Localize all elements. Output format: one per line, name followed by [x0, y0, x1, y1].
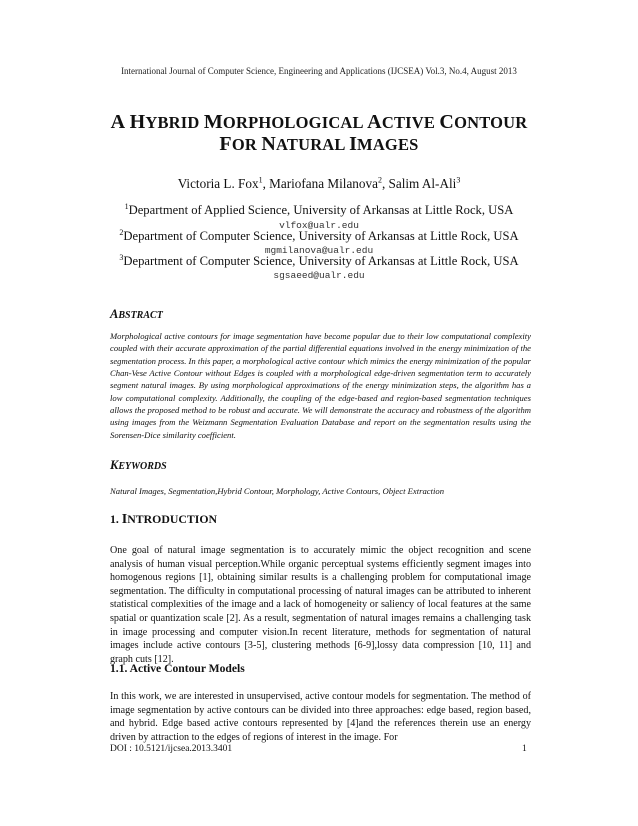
affiliation-2: $^2$Department of Computer Science, University of Arkansas at Little Rock, USA: [119, 227, 519, 243]
author-affiliation-marker: 2: [377, 175, 382, 185]
abstract-heading: ABSTRACT: [110, 307, 163, 321]
keywords-text: Natural Images, Segmentation,Hybrid Contour, Morphology, Active Contours, Object Extraction: [110, 486, 445, 496]
abstract-text: Morphological active contours for image segmentation have become popular due to their low computational complexity coupled with their accurate approximation of the partial differential equations involved in the energy minimization of the segmentation process. In this paper, a morphological active contour which mimics the energy minimization of the popular Chan-Vese Active Contour without Edges is coupled with a morphological edge-driven segmentation term to accurately segment natural images. By using morphological approximations of the energy minimization steps, the algorithm has a low computational complexity. Additionally, the coupling of the edge-based and region-based segmentation techniques allows the proposed method to be robust and accurate. We will demonstrate the accuracy and robustness of the algorithm using images from the Weizmann Segmentation Evaluation Database and report on the segmentation results using the Sorensen-Dice similarity coefficient.: [110, 331, 531, 440]
author-list: Victoria L. Fox$^1$, Mariofana Milanova$^2$, Salim Al-Ali$^3$: [177, 175, 461, 191]
email-3[interactable]: sgsaeed@ualr.edu: [273, 270, 365, 281]
title-line-1: [0, 111, 638, 134]
title-word: IMAGES: [349, 133, 419, 155]
email-2[interactable]: mgmilanova@ualr.edu: [264, 245, 374, 256]
introduction-heading: 1. INTRODUCTION: [110, 512, 218, 527]
author-affiliation-marker: 3: [456, 175, 461, 185]
email-1[interactable]: vlfox@ualr.edu: [279, 220, 359, 231]
doi-footer[interactable]: DOI : 10.5121/ijcsea.2013.3401: [110, 744, 233, 754]
title-word: HYBRID: [129, 111, 204, 133]
title-word: ACTIVE: [367, 111, 440, 133]
page-number: 1: [522, 744, 527, 754]
author-name: Victoria L. Fox: [177, 176, 259, 191]
subsection-text: In this work, we are interested in unsupervised, active contour models for segmentation. The method of image segmentation by active contours can be divided into three approaches: edge based, region based, and hybrid. Edge based active contours represented by [4]and the references therein use an energy driven by attraction to the edges of regions of interest in the image. For: [110, 691, 531, 743]
keywords-heading: KEYWORDS: [110, 458, 167, 472]
author-name: Mariofana Milanova: [269, 176, 378, 191]
title-word: A: [110, 111, 126, 133]
author-affiliation-marker: 1: [258, 175, 263, 185]
title-word: MORPHOLOGICAL: [203, 111, 368, 133]
affiliation-1: $^1$Department of Applied Science, University of Arkansas at Little Rock, USA: [124, 201, 514, 217]
author-name: Salim Al-Ali: [388, 176, 457, 191]
introduction-text: One goal of natural image segmentation is to accurately mimic the object recognition and scene analysis of human visual perception.While organic perceptual systems efficiently segment images into homogenous regions [1], obtaining similar results is a challenging problem for computational image segmentation. The difficulty in computational processing of natural images can be attributed to inherent statistical complexities of the image and a lack of homogeneity or saliency of local features at the same spatial or quantization scale [2]. As a result, segmentation of natural images remains a challenging task in image processing and computer vision.In recent literature, methods for segmentation of natural images include active contours [3-5], clustering methods [6-9],lossy data compression [10, 11] and graph cuts [12].: [110, 545, 531, 665]
title-word: NATURAL: [261, 133, 350, 155]
title-line-2: [0, 133, 638, 156]
affiliation-3: $^3$Department of Computer Science, University of Arkansas at Little Rock, USA: [119, 252, 519, 268]
subsection-heading: 1.1. Active Contour Models: [110, 662, 245, 675]
journal-header: International Journal of Computer Science, Engineering and Applications (IJCSEA) Vol.3, No.4, August 2013: [121, 66, 517, 76]
title-word: CONTOUR: [439, 111, 528, 133]
title-word: FOR: [219, 133, 262, 155]
